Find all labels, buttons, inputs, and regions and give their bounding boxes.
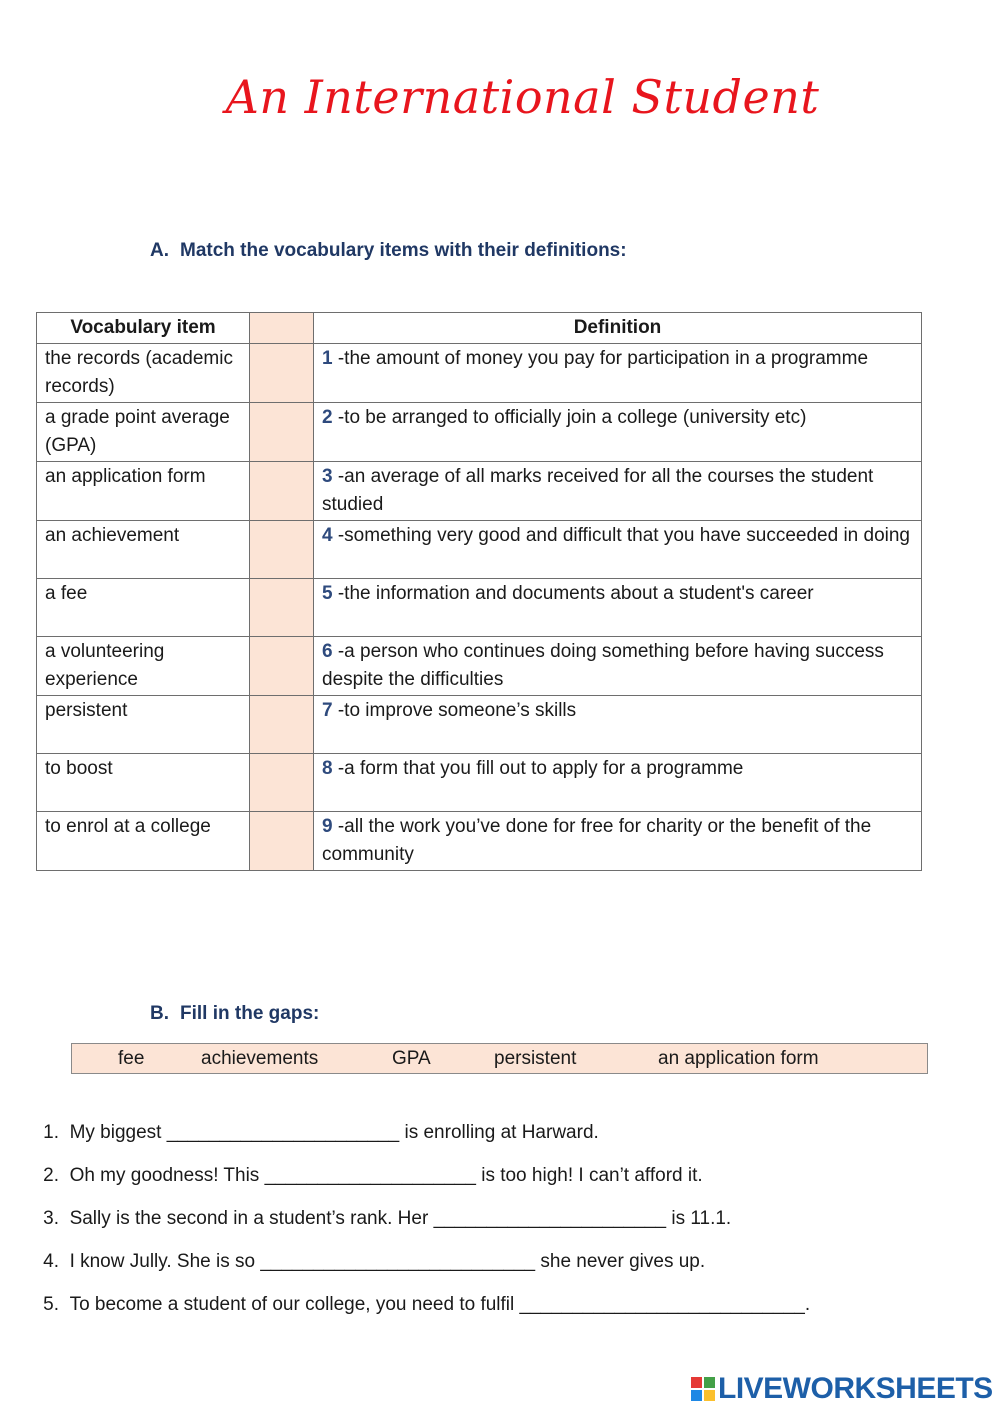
table-row [37, 579, 922, 637]
section-b-heading [150, 1003, 319, 1025]
sentence-after: is 11.1. [666, 1208, 732, 1229]
definition-text: -the amount of money you pay for participation in a programme [337, 348, 869, 369]
gap-sentence [22, 1161, 982, 1204]
definition-text: -to be arranged to officially join a college (university etc) [337, 407, 807, 428]
word-bank-item[interactable]: achievements [201, 1048, 319, 1069]
definition-text: -something very good and difficult that you have succeeded in doing [337, 525, 910, 546]
answer-cell[interactable] [250, 462, 314, 521]
vocab-column-header: Vocabulary item [37, 313, 250, 344]
table-row [37, 462, 922, 521]
definition-text: -a form that you fill out to apply for a programme [337, 758, 744, 779]
gap-sentence [22, 1247, 982, 1290]
definition-number: 4 [322, 525, 333, 546]
vocab-term: an achievement [37, 521, 250, 579]
gap-sentence [22, 1290, 982, 1333]
liveworksheets-logo [691, 1372, 993, 1406]
answer-cell[interactable] [250, 579, 314, 637]
definition-cell [314, 637, 922, 696]
definition-cell [314, 462, 922, 521]
sentence-after: . [804, 1294, 811, 1315]
sentence-before: My biggest [69, 1122, 167, 1143]
vocab-term: an application form [37, 462, 250, 521]
definition-number: 5 [322, 583, 333, 604]
vocab-term: the records (academic records) [37, 344, 250, 403]
word-bank-item[interactable]: fee [118, 1048, 145, 1069]
definition-text: -a person who continues doing something before having success despite the difficulties [322, 641, 884, 690]
table-row [37, 812, 922, 871]
section-b-heading-text: Fill in the gaps: [180, 1003, 320, 1024]
definition-cell [314, 403, 922, 462]
table-row [37, 521, 922, 579]
sentence-number: 2. [43, 1165, 59, 1186]
sentence-after: is too high! I can’t afford it. [475, 1165, 703, 1186]
definition-number: 2 [322, 407, 333, 428]
definition-cell [314, 521, 922, 579]
vocabulary-table [36, 312, 922, 871]
definition-number: 9 [322, 816, 333, 837]
table-row [37, 754, 922, 812]
sentence-number: 3. [43, 1208, 59, 1229]
vocab-term: a volunteering experience [37, 637, 250, 696]
vocab-term: persistent [37, 696, 250, 754]
gap-blank[interactable]: ____________________ [264, 1165, 476, 1186]
sentence-before: To become a student of our college, you need to fulfil [69, 1294, 520, 1315]
definition-text: -an average of all marks received for all the courses the student studied [322, 466, 874, 515]
liveworksheets-logo-icon [691, 1377, 715, 1401]
gap-sentence [22, 1204, 982, 1247]
answer-cell[interactable] [250, 754, 314, 812]
gap-fill-list [22, 1118, 982, 1333]
answer-cell[interactable] [250, 403, 314, 462]
definition-number: 7 [322, 700, 333, 721]
gap-blank[interactable]: ___________________________ [519, 1294, 805, 1315]
definition-number: 3 [322, 466, 333, 487]
table-row [37, 637, 922, 696]
worksheet-title: An International Student [225, 70, 820, 124]
definition-number: 8 [322, 758, 333, 779]
definition-number: 1 [322, 348, 333, 369]
definition-cell [314, 579, 922, 637]
answer-cell[interactable] [250, 521, 314, 579]
answer-cell[interactable] [250, 696, 314, 754]
definition-cell [314, 696, 922, 754]
word-bank-item[interactable]: persistent [494, 1048, 577, 1069]
definition-column-header: Definition [314, 313, 922, 344]
definition-number: 6 [322, 641, 333, 662]
definition-cell [314, 812, 922, 871]
table-row [37, 403, 922, 462]
section-a-letter: A. [150, 240, 169, 261]
gap-sentence [22, 1118, 982, 1161]
definition-text: -to improve someone’s skills [337, 700, 577, 721]
sentence-before: I know Jully. She is so [69, 1251, 261, 1272]
word-bank [71, 1043, 928, 1074]
vocab-term: a grade point average (GPA) [37, 403, 250, 462]
sentence-before: Oh my goodness! This [69, 1165, 265, 1186]
table-row [37, 344, 922, 403]
definition-cell [314, 344, 922, 403]
sentence-after: is enrolling at Harward. [399, 1122, 599, 1143]
gap-blank[interactable]: __________________________ [260, 1251, 536, 1272]
section-a-heading [150, 240, 627, 262]
answer-cell[interactable] [250, 637, 314, 696]
word-bank-item[interactable]: an application form [658, 1048, 819, 1069]
definition-text: -the information and documents about a student's career [337, 583, 814, 604]
sentence-before: Sally is the second in a student’s rank. Her [69, 1208, 434, 1229]
gap-blank[interactable]: ______________________ [433, 1208, 667, 1229]
sentence-after: she never gives up. [535, 1251, 706, 1272]
answer-column-header [250, 313, 314, 344]
sentence-number: 4. [43, 1251, 59, 1272]
sentence-number: 1. [43, 1122, 59, 1143]
table-header-row [37, 313, 922, 344]
vocab-term: to boost [37, 754, 250, 812]
liveworksheets-logo-text: LIVEWORKSHEETS [718, 1372, 993, 1405]
section-a-heading-text: Match the vocabulary items with their definitions: [180, 240, 627, 261]
vocab-term: to enrol at a college [37, 812, 250, 871]
definition-text: -all the work you’ve done for free for charity or the benefit of the community [322, 816, 872, 865]
sentence-number: 5. [43, 1294, 59, 1315]
word-bank-item[interactable]: GPA [392, 1048, 431, 1069]
definition-cell [314, 754, 922, 812]
table-row [37, 696, 922, 754]
section-b-letter: B. [150, 1003, 169, 1024]
answer-cell[interactable] [250, 812, 314, 871]
vocab-term: a fee [37, 579, 250, 637]
answer-cell[interactable] [250, 344, 314, 403]
gap-blank[interactable]: ______________________ [166, 1122, 400, 1143]
